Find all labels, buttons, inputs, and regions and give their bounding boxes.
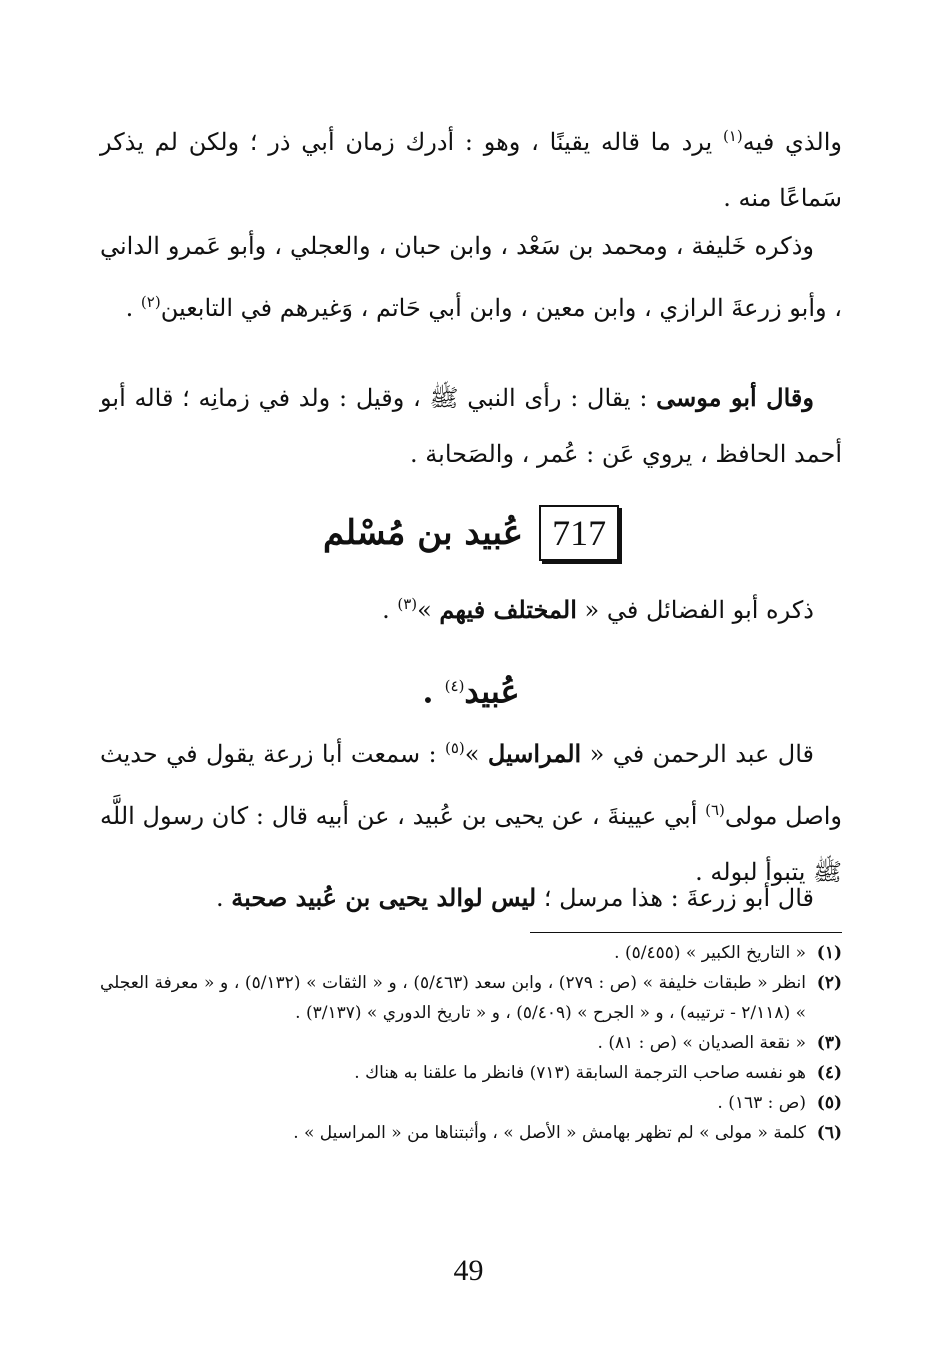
sub-heading-tail: . xyxy=(422,672,445,711)
footnote-text: « نقعة الصديان » (ص : ٨١) . xyxy=(597,1033,806,1053)
p4-text-b: » xyxy=(417,596,440,624)
p2-text-b: . xyxy=(125,294,141,322)
footnote-number: (٦) xyxy=(816,1123,842,1143)
footnote-ref-3[interactable]: (٣) xyxy=(397,595,418,613)
footnote-ref-5[interactable]: (٥) xyxy=(444,739,465,757)
p1-text-a: والذي فيه xyxy=(742,128,842,156)
paragraph-6 xyxy=(100,870,842,926)
entry-number-box: 717 xyxy=(539,505,619,561)
paragraph-2 xyxy=(100,218,842,336)
footnote-text: (ص : ١٦٣) . xyxy=(717,1093,806,1113)
footnote-divider xyxy=(530,932,842,933)
p5-text-b: » xyxy=(464,740,488,768)
footnote-number: (١) xyxy=(816,943,842,963)
footnote-item xyxy=(100,968,842,1028)
p5-bold-book: المراسيل xyxy=(487,739,582,768)
p4-bold-book: المختلف فيهم xyxy=(439,595,577,624)
footnote-item xyxy=(100,1058,842,1088)
p6-bold-verdict: ليس لوالد يحيى بن عُبيد صحبة xyxy=(231,883,537,912)
p3-text: : يقال : رأى النبي ﷺ ، وقيل : ولد في زمانِه ؛ قاله أبو أحمد الحافظ ، يروي عَن : عُمر ، والصَحابة . xyxy=(100,384,842,468)
page-number: 49 xyxy=(453,1254,484,1287)
p6-tail: . xyxy=(216,884,232,912)
p4-text-a: ذكره أبو الفضائل في « xyxy=(576,596,814,624)
footnote-text: هو نفسه صاحب الترجمة السابقة (٧١٣) فانظر ما علقنا به هناك . xyxy=(354,1063,806,1083)
entry-heading xyxy=(100,498,842,568)
p3-bold-speaker: وقال أبو موسى xyxy=(656,383,814,412)
footnotes xyxy=(100,938,842,1148)
footnote-item xyxy=(100,1088,842,1118)
p5-text-d: أبي عيينةَ ، عن يحيى بن عُبيد ، عن أبيه قال : كان رسول اللَّه ﷺ يتبوأ لبوله . xyxy=(100,802,842,886)
paragraph-3 xyxy=(100,370,842,482)
footnote-ref-1[interactable]: (١) xyxy=(722,127,743,145)
footnote-number: (٣) xyxy=(816,1033,842,1053)
p5-text-c: : سمعت أبا زرعة يقول في حديث واصل مولى xyxy=(100,740,842,830)
footnote-number: (٢) xyxy=(816,973,842,993)
footnote-ref-6[interactable]: (٦) xyxy=(705,801,725,819)
book-page xyxy=(100,100,842,1300)
footnote-number: (٤) xyxy=(816,1063,842,1083)
p4-text-c: . xyxy=(382,596,398,624)
footnote-ref-2[interactable]: (٢) xyxy=(140,293,161,311)
footnote-item xyxy=(100,1118,842,1148)
p1-text-b: يرد ما قاله يقينًا ، وهو : أدرك زمان أبي ذر ؛ ولكن لم يذكر سَماعًا منه . xyxy=(100,128,842,212)
footnote-number: (٥) xyxy=(816,1093,842,1113)
footnote-text: « التاريخ الكبير » (٥/٤٥٥) . xyxy=(614,943,806,963)
footnote-text: انظر « طبقات خليفة » (ص : ٢٧٩) ، وابن سعد (٥/٤٦٣) ، و « الثقات » (٥/١٣٢) ، و « معرفة العجلي » (٢/١١٨ - ترتيبه) ، و « الجرح » (٥/٤٠٩) ، و « تاريخ الدوري » (٣/١٣٧) . xyxy=(100,973,806,1023)
footnote-item xyxy=(100,938,842,968)
entry-name: عُبيد بن مُسْلم xyxy=(322,513,524,553)
footnote-item xyxy=(100,1028,842,1058)
sub-heading xyxy=(100,656,842,722)
p5-text-a: قال عبد الرحمن في « xyxy=(581,740,815,768)
paragraph-4 xyxy=(100,576,842,638)
p2-text-a: وذكره خَليفة ، ومحمد بن سَعْد ، وابن حبان ، والعجلي ، وأبو عَمرو الداني ، وأبو زرعةَ الرازي ، وابن معين ، وابن أبي حَاتم ، وَغيرهم في التابعين xyxy=(100,232,842,322)
paragraph-1 xyxy=(100,108,842,226)
footnote-ref-4[interactable]: (٤) xyxy=(444,677,465,695)
p6-text: قال أبو زرعةَ : هذا مرسل ؛ xyxy=(536,884,814,912)
sub-heading-name: عُبيد xyxy=(464,672,520,711)
footnote-text: كلمة « مولى » لم تظهر بهامش « الأصل » ، وأثبتناها من « المراسيل » . xyxy=(293,1123,806,1143)
